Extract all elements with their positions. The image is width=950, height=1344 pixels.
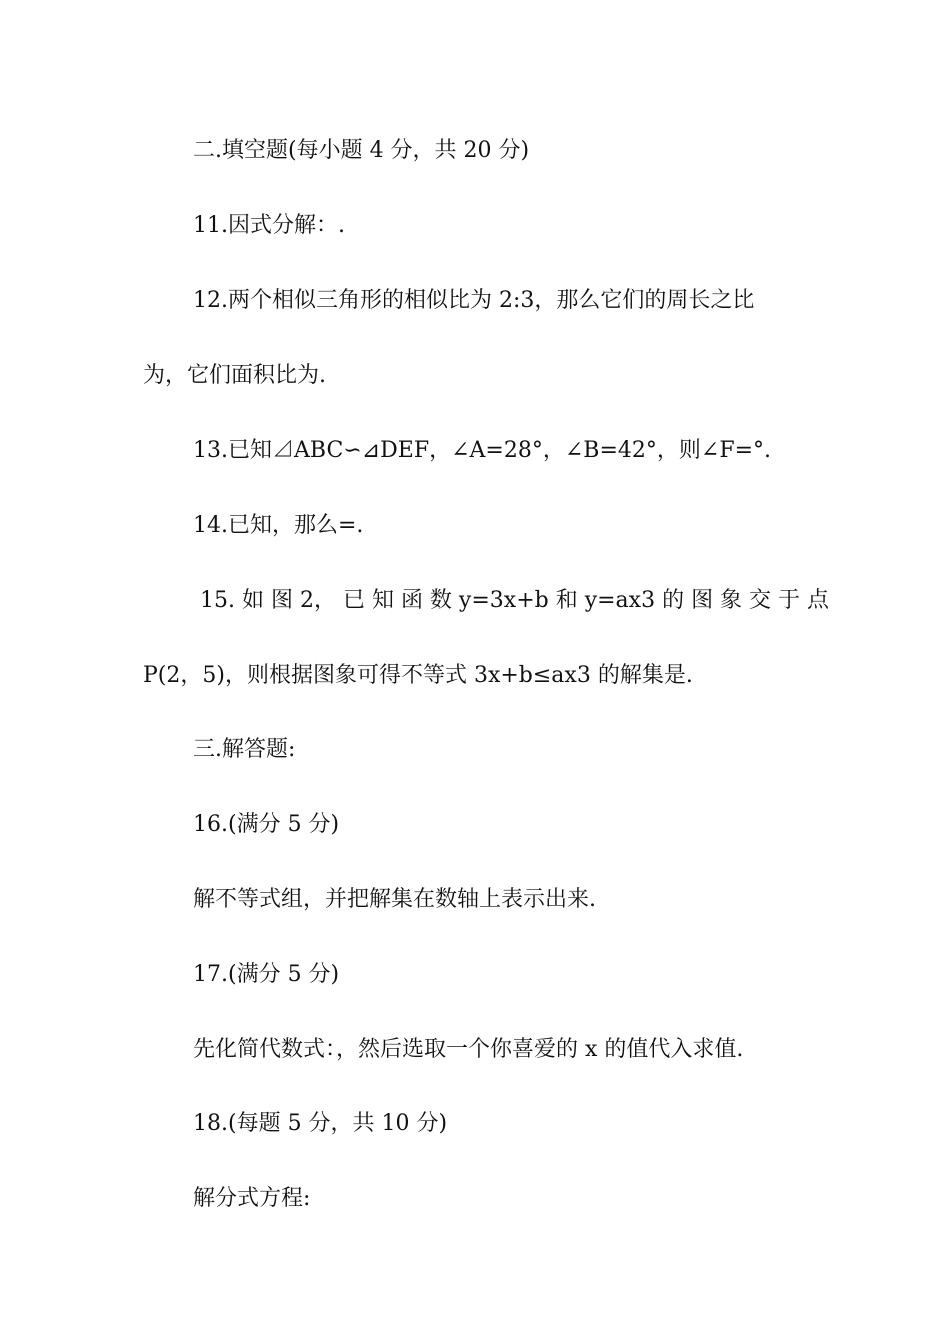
question-17-text: 先化简代数式：，然后选取一个你喜爱的 x 的值代入求值. <box>193 1037 744 1062</box>
question-18-text: 解分式方程: <box>193 1186 311 1211</box>
section-heading-fill-blank: 二.填空题(每小题 4 分，共 20 分) <box>193 138 530 163</box>
question-12-line-1: 12.两个相似三角形的相似比为 2:3，那么它们的周长之比 <box>193 288 755 313</box>
question-15-line-1: 15. 如 图 2， 已 知 函 数 y=3x+b 和 y=ax3 的 图 象 交 于 点 <box>200 588 830 613</box>
question-11: 11.因式分解：. <box>193 213 345 238</box>
question-12-line-2: 为，它们面积比为. <box>143 363 326 388</box>
question-17-score: 17.(满分 5 分) <box>193 962 340 987</box>
question-16-text: 解不等式组，并把解集在数轴上表示出来. <box>193 887 596 912</box>
question-14: 14.已知，那么=. <box>193 513 364 538</box>
section-heading-answer: 三.解答题: <box>193 737 296 762</box>
question-16-score: 16.(满分 5 分) <box>193 812 340 837</box>
question-18-score: 18.(每题 5 分，共 10 分) <box>193 1111 448 1136</box>
question-15-line-2: P(2，5)，则根据图象可得不等式 3x+b≤ax3 的解集是. <box>143 663 693 688</box>
question-13: 13.已知⊿ABC∽⊿DEF，∠A=28°，∠B=42°，则∠F=°. <box>193 438 772 463</box>
